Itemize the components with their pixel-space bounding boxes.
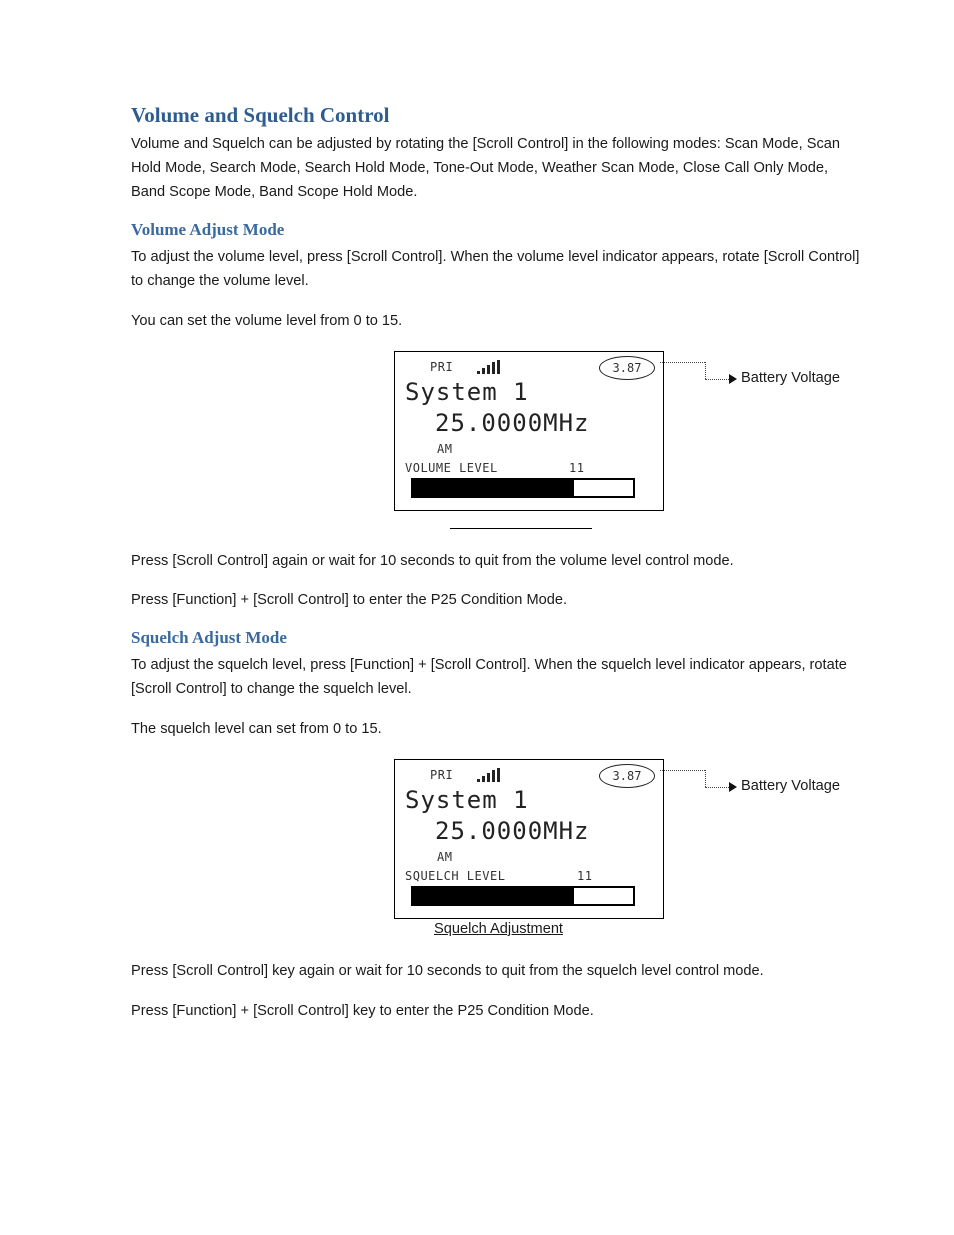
modulation: AM [437,850,453,864]
level-label: VOLUME LEVEL [405,461,498,475]
squelch-paragraph-1: To adjust the squelch level, press [Function] + [Scroll Control]. When the squelch level indicator appears, rotate [Scroll Control] to change the squelch level. [131,657,847,697]
squelch-paragraph-4: Press [Function] + [Scroll Control] key to enter the P25 Condition Mode. [131,1003,594,1019]
callout-arrow-icon [729,374,737,384]
level-label: SQUELCH LEVEL [405,869,506,883]
battery-voltage-readout: 3.87 [599,764,655,788]
squelch-paragraph-2: The squelch level can set from 0 to 15. [131,721,382,737]
volume-paragraph-4: Press [Function] + [Scroll Control] to enter the P25 Condition Mode. [131,592,568,608]
frequency: 25.0000MHz [435,817,590,845]
page-title: Volume and Squelch Control [131,103,390,127]
signal-strength-icon [477,360,501,374]
volume-lcd-display [394,351,664,511]
frequency: 25.0000MHz [435,409,590,437]
volume-paragraph-2: You can set the volume level from 0 to 15. [131,313,403,329]
squelch-heading: Squelch Adjust Mode [131,628,287,647]
pri-indicator: PRI [430,768,454,782]
battery-voltage-callout: Battery Voltage [741,778,840,794]
system-name: System 1 [405,378,529,406]
intro-paragraph: Volume and Squelch can be adjusted by rotating the [Scroll Control] in the following modes: Scan Mode, Scan Hold Mode, Search Mode, Search Hold Mode, Tone-Out Mode, Weather Scan Mode, Close Call Only Mode, Band Scope Mode, Band Scope Hold Mode. [131,136,841,200]
volume-level-bar [411,478,635,498]
squelch-lcd-display [394,759,664,919]
caption-underline [450,528,592,529]
figure-caption: Squelch Adjustment [434,921,563,937]
level-value: 11 [569,461,585,475]
squelch-level-fill [413,888,574,904]
squelch-paragraph-3: Press [Scroll Control] key again or wait for 10 seconds to quit from the squelch level control mode. [131,963,764,979]
volume-paragraph-3: Press [Scroll Control] again or wait for 10 seconds to quit from the volume level control mode. [131,553,734,569]
squelch-level-bar [411,886,635,906]
system-name: System 1 [405,786,529,814]
modulation: AM [437,442,453,456]
level-value: 11 [577,869,593,883]
battery-voltage-callout: Battery Voltage [741,370,840,386]
battery-voltage-readout: 3.87 [599,356,655,380]
volume-paragraph-1: To adjust the volume level, press [Scroll Control]. When the volume level indicator appears, rotate [Scroll Control] to change the volume level. [131,249,860,289]
signal-strength-icon [477,768,501,782]
pri-indicator: PRI [430,360,454,374]
volume-heading: Volume Adjust Mode [131,220,285,239]
volume-level-fill [413,480,574,496]
callout-arrow-icon [729,782,737,792]
